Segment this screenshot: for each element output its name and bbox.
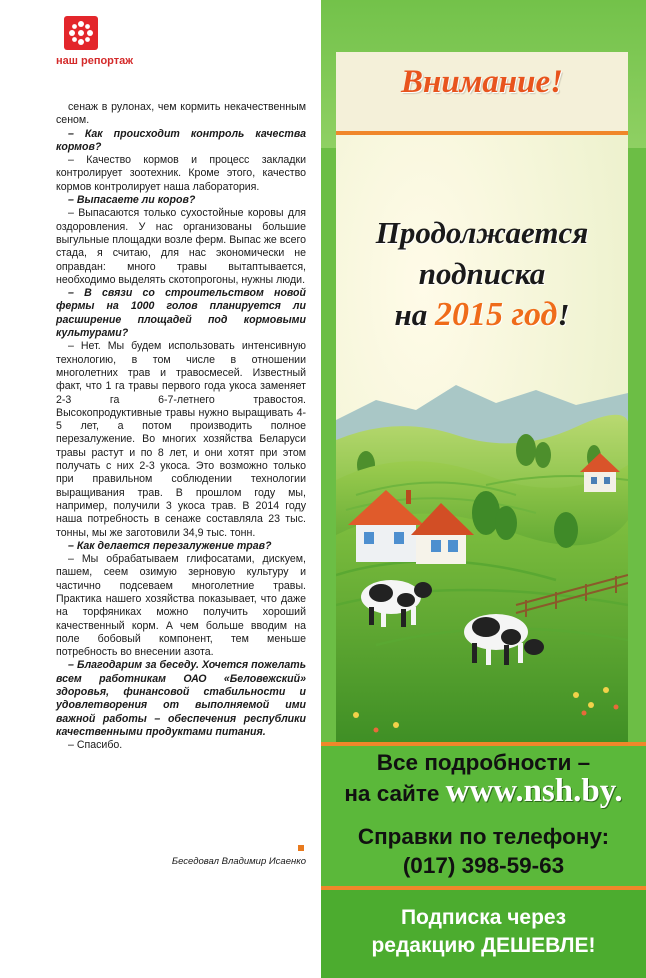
subscription-ad (321, 0, 646, 978)
headline-prefix: на (394, 297, 428, 332)
interview-question: – В связи со строительством новой фермы на 1000 голов планируется ли расширение площадей под кормовыми культурами? (56, 287, 306, 340)
headline-line-1: Продолжается (375, 215, 589, 250)
article-body (56, 101, 306, 753)
ad-details (321, 749, 646, 808)
interview-answer: – Мы обрабатываем глифосатами, дискуем, пашем, сеем озимую зерновую культуру и частично подсеваем многолетние травы. Практика нашего хозяйства показывает, что даже на торфяниках можно получить хороший качественный корм. А чем больше вводим на поле бобовый компонент, тем меньше потребность во внесении азота. (56, 553, 306, 659)
ad-headline (336, 212, 628, 335)
snowflake-icon (64, 16, 98, 50)
ad-bottom-text (321, 904, 646, 960)
details-line-2 (321, 773, 646, 809)
headline-line-2: подписка (418, 256, 546, 291)
interview-question: – Как делается перезалужение трав? (68, 539, 272, 552)
article-end-mark (298, 845, 304, 851)
interview-answer: сенаж в рулонах, чем кормить некачественным сеном. (56, 101, 306, 127)
phone-label: Справки по телефону: (357, 824, 610, 849)
article-byline: Беседовал Владимир Исаенко (171, 856, 306, 867)
website-link[interactable]: www.nsh.by. (445, 773, 623, 809)
newspaper-logo (64, 16, 98, 50)
ad-attention-title: Внимание! (401, 64, 563, 100)
interview-answer: – Качество кормов и процесс закладки контролирует зоотехник. Кроме этого, качество кормов контролирует наша лаборатория. (56, 154, 306, 193)
headline-line-3 (336, 294, 628, 335)
phone-number: (017) 398-59-63 (402, 853, 565, 878)
interview-answer: – Спасибо. (68, 739, 123, 752)
interview-question: – Выпасаете ли коров? (68, 194, 196, 207)
interview-answer: – Выпасаются только сухостойные коровы для оздоровления. У нас организованы большие выгульные площадки возле ферм. Выпас же всего стада, я считаю, для нас экономически не оправдан: много травы вытаптывается, необходимо выделять скотопрогоны, нужны люди. (56, 207, 306, 286)
interview-closing: – Благодарим за беседу. Хочется пожелать всем работникам ОАО «Беловежский» здоровья, финансовой стабильности и удовлетворения от выполняемой ими важной работы – обеспечения республики качественными продуктами питания. (56, 659, 306, 738)
headline-year: 2015 год (434, 296, 558, 333)
interview-question: – Как происходит контроль качества кормов? (56, 127, 306, 153)
section-label: наш репортаж (56, 55, 134, 67)
details-prefix: на сайте (344, 781, 440, 806)
interview-answer: – Нет. Мы будем использовать интенсивную технологию, в том числе в отношении многолетних трав и травосмесей. Известный факт, что 1 га травы первого года укоса заменяет 2-3 га 6-7-летнего травостоя. Высокопродуктивные травы нужно выращивать 4-5 лет, а потом производить полное перезалужение. Во многих хозяйства Беларуси травы растут и по 8 лет, и они хотят при этом получать с них 2-3 укоса. Это возможно только при правильном соблюдении технологии выращивания трав. В прошлом году мы, например, получили 3 укоса трав. В 2014 году наша потребность в сенаже составляла 23 тыс. тонны, мы же заготовили 34,9 тыс. тонн. (56, 340, 306, 539)
bottom-line-2: редакцию ДЕШЕВЛЕ! (371, 934, 596, 957)
ad-phone (321, 822, 646, 880)
details-line-1: Все подробности – (376, 750, 591, 775)
headline-suffix: ! (557, 297, 570, 332)
bottom-line-1: Подписка через (400, 906, 567, 929)
